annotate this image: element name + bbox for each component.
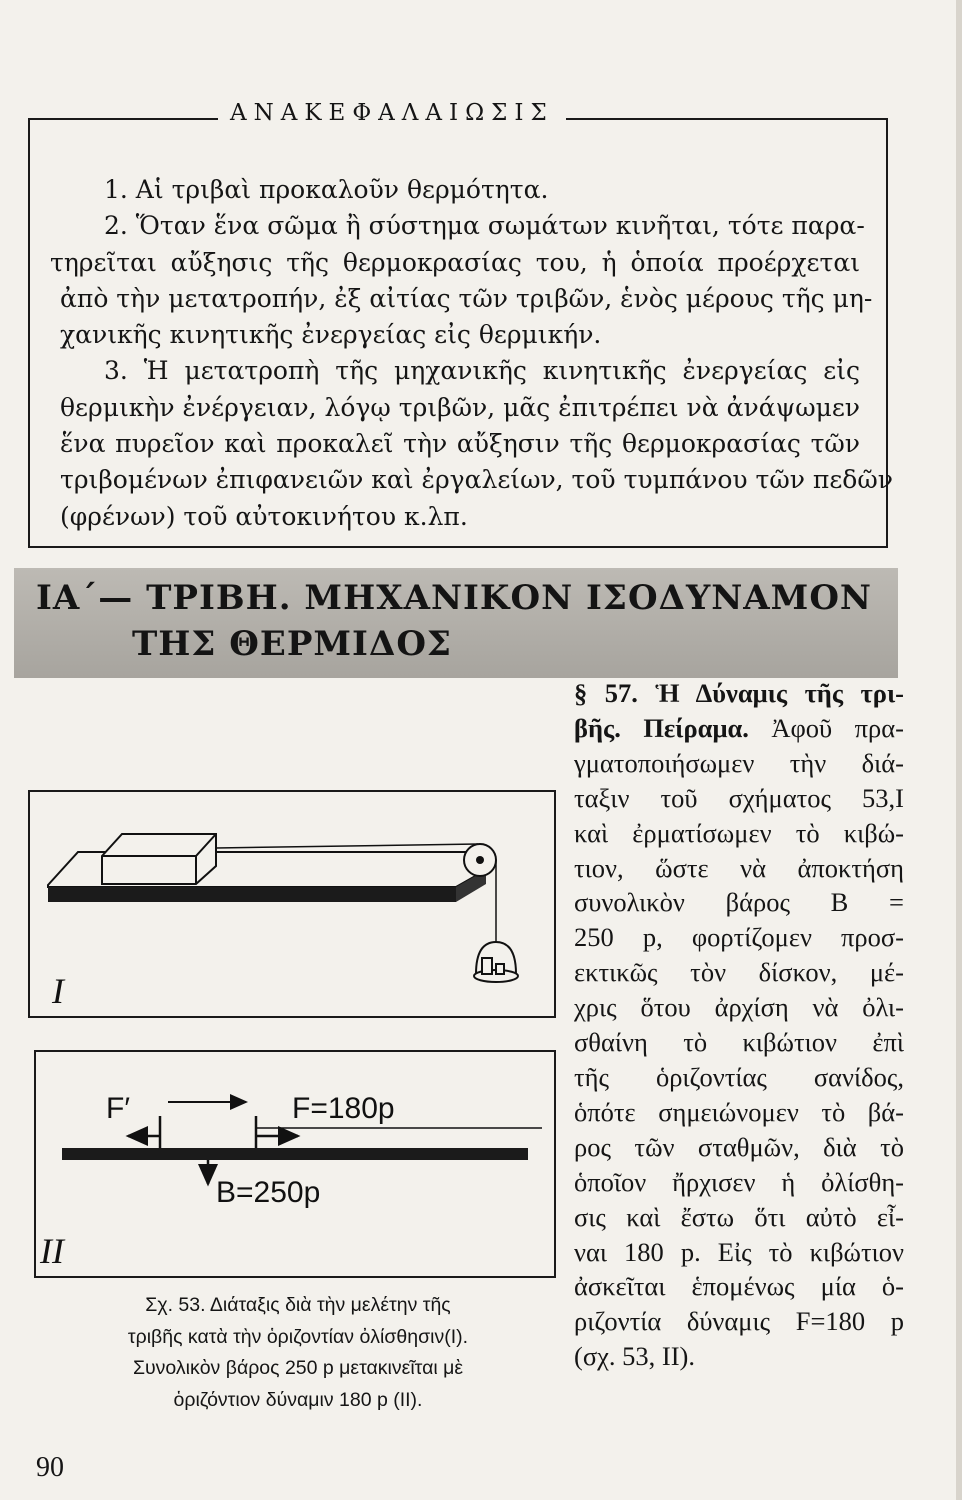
paragraph-line: καὶ ἐρματίσωμεν τὸ κιβώ- — [574, 817, 904, 848]
figure-53-II-drawing — [36, 1052, 554, 1276]
figure-caption — [78, 1290, 518, 1416]
paragraph-heading-line2 — [574, 711, 904, 746]
paragraph-line: τῆς ὁριζοντίας σανίδος, — [574, 1061, 904, 1092]
paragraph-line: σις καὶ ἔστω ὅτι αὐτὸ εἶ- — [574, 1201, 904, 1232]
section-title-continued: ΤΗΣ ΘΕΡΜΙΔΟΣ — [132, 624, 452, 664]
page-number: 90 — [36, 1452, 64, 1483]
summary-text — [50, 172, 893, 535]
paragraph-line: ταξιν τοῦ σχήματος 53,I — [574, 782, 904, 813]
table-board-edge — [48, 887, 456, 902]
force-label-f: F=180p — [292, 1092, 395, 1125]
figure-label-II: II — [40, 1231, 64, 1271]
force-label-b: B=250p — [216, 1176, 321, 1209]
summary-line: χανικῆς κινητικῆς ἐνεργείας εἰς θερμικήν. — [60, 320, 602, 350]
figure-53-II — [34, 1050, 556, 1278]
caption-line: ὁριζόντιον δύναμιν 180 p (II). — [173, 1388, 423, 1411]
summary-line: τριβομένων ἐπιφανειῶν καὶ ἐργαλείων, τοῦ τυμπάνου τῶν πεδῶν — [60, 465, 893, 495]
caption-line: τριβῆς κατὰ τὴν ὁριζοντίαν ὀλίσθησιν(I). — [127, 1325, 469, 1348]
figure-53-I — [28, 790, 556, 1018]
paragraph-line: χρις ὅτου ἀρχίση νὰ ὀλι- — [574, 992, 904, 1023]
section-banner — [14, 568, 898, 678]
figure-53-I-drawing — [30, 792, 554, 1016]
paragraph-line: ὁπότε σημειώνομεν τὸ βά- — [574, 1096, 904, 1127]
page-edge-shadow — [956, 0, 962, 1500]
paragraph-line: τιον, ὥστε νὰ ἀποκτήση — [574, 852, 904, 883]
paragraph-line: ἀσκεῖται ἑπομένως μία ὁ- — [574, 1271, 904, 1302]
paragraph-line: ναι 180 p. Εἰς τὸ κιβώτιον — [574, 1236, 904, 1267]
summary-line: 1. Αἱ τριβαὶ προκαλοῦν θερμότητα. — [104, 175, 549, 204]
paragraph-subheading: βῆς. Πείραμα. — [574, 712, 749, 743]
summary-heading: ΑΝΑΚΕΦΑΛΑΙΩΣΙΣ — [218, 94, 566, 132]
figure-label-I: I — [52, 971, 64, 1011]
summary-line: ἀπὸ τὴν μετατροπήν, ἐξ αἰτίας τῶν τριβῶν, ἑνὸς μέρους τῆς μη- — [60, 283, 873, 313]
weight-large — [482, 958, 492, 974]
summary-line: 3. Ἡ μετατροπὴ τῆς μηχανικῆς κινητικῆς ἐνεργείας εἰς — [104, 356, 860, 386]
force-label-f-prime: F′ — [106, 1092, 130, 1125]
caption-line: Σχ. 53. Διάταξις διὰ τὴν μελέτην τῆς — [145, 1294, 451, 1316]
summary-line: τηρεῖται αὔξησις τῆς θερμοκρασίας του, ἡ ὁποία προέρχεται — [50, 247, 860, 277]
sliding-surface — [62, 1148, 528, 1160]
summary-line: (φρένων) τοῦ αὐτοκινήτου κ.λπ. — [60, 501, 468, 531]
string — [216, 844, 478, 848]
paragraph-line: ρος τῶν σταθμῶν, διὰ τὸ — [574, 1131, 904, 1162]
paragraph-line: εκτικῶς τὸν δίσκον, μέ- — [574, 957, 904, 988]
summary-line: ἕνα πυρεῖον καὶ προκαλεῖ τὴν αὔξησιν τῆς θερμοκρασίας τῶν — [60, 429, 860, 459]
paragraph-57 — [574, 676, 904, 1374]
summary-line: 2. Ὅταν ἕνα σῶμα ἢ σύστημα σωμάτων κινῆται, τότε παρα- — [104, 211, 865, 241]
paragraph-line: ριζοντία δύναμις F=180 p — [574, 1306, 904, 1337]
summary-line: θερμικὴν ἐνέργειαν, λόγῳ τριβῶν, μᾶς ἐπιτρέπει νὰ ἀνάψωμεν — [60, 392, 860, 422]
sliding-box — [102, 834, 216, 884]
paragraph-line: ὁποῖον ἤρχισεν ἡ ὀλίσθη- — [574, 1166, 904, 1197]
section-title: ΙΑ΄— ΤΡΙΒΗ. ΜΗΧΑΝΙΚΟΝ ΙΣΟΔΥΝΑΜΟΝ — [36, 578, 873, 618]
caption-line: Συνολικὸν βάρος 250 p μετακινεῖται μὲ — [132, 1357, 464, 1379]
paragraph-line: γματοποιήσωμεν τὴν διά- — [574, 747, 904, 778]
paragraph-heading: § 57. Ἡ Δύναμις τῆς τρι- — [574, 678, 904, 708]
paragraph-line: συνολικὸν βάρος B = — [574, 887, 904, 918]
pulley-axle — [476, 856, 484, 864]
paragraph-first-words: Ἀφοῦ πρα- — [748, 712, 904, 743]
paragraph-line: σθαίνη τὸ κιβώτιον ἐπὶ — [574, 1027, 904, 1058]
weight-small — [496, 964, 504, 974]
paragraph-line: (σχ. 53, II). — [574, 1341, 695, 1372]
paragraph-line: 250 p, φορτίζομεν προσ- — [574, 922, 904, 953]
